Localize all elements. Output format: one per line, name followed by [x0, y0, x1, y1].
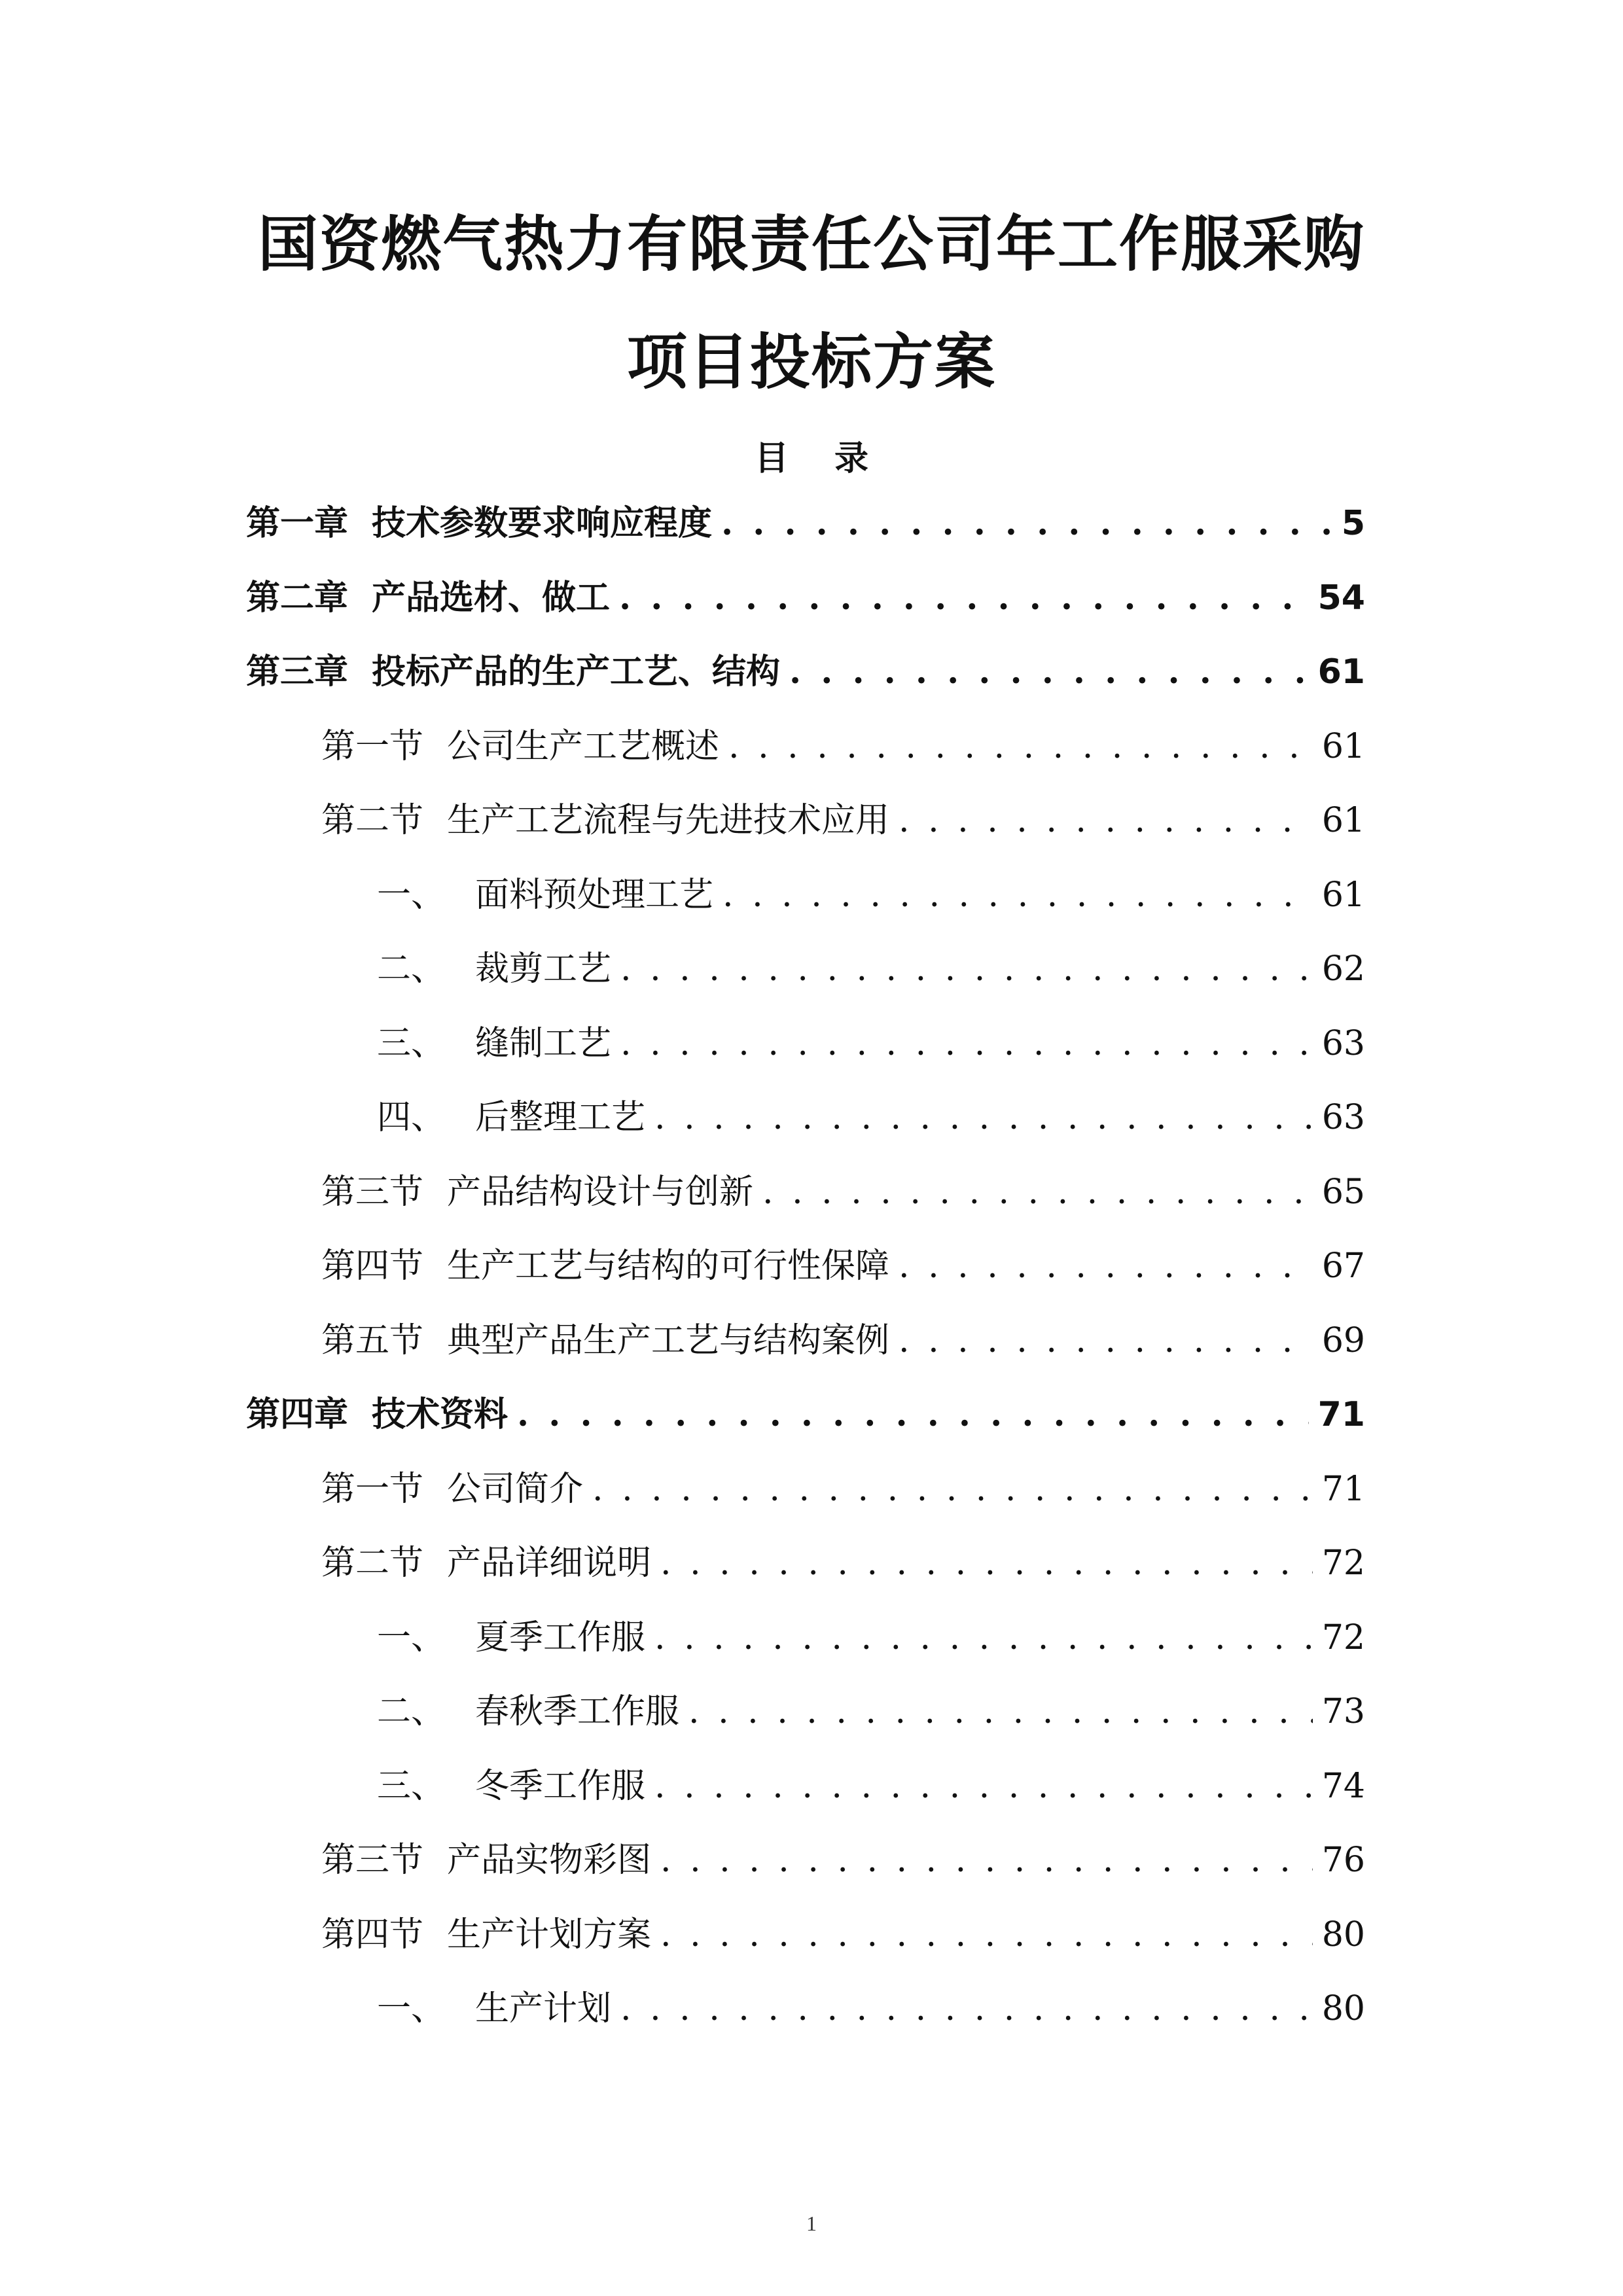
- toc-entry-title: 技术资料: [372, 1395, 508, 1434]
- toc-entry-number: 三、: [377, 1766, 446, 1806]
- toc-entry-number: 第二节: [321, 1544, 424, 1583]
- toc-entry-page: 61: [1321, 875, 1365, 915]
- toc-dot-leader: [660, 1537, 1313, 1589]
- toc-entry[interactable]: [246, 1612, 1365, 1686]
- toc-entry-page: 61: [1317, 652, 1365, 692]
- toc-entry[interactable]: [246, 1315, 1365, 1389]
- toc-entry-title: 生产工艺与结构的可行性保障: [447, 1246, 890, 1286]
- toc-entry-number: 第一节: [321, 1469, 424, 1509]
- toc-entry[interactable]: [246, 1686, 1365, 1760]
- toc-dot-leader: [654, 1091, 1313, 1144]
- toc-entry-page: 63: [1321, 1098, 1365, 1137]
- toc-entry[interactable]: [246, 720, 1365, 795]
- toc-entry-title: 典型产品生产工艺与结构案例: [447, 1320, 890, 1360]
- toc-entry[interactable]: [246, 1091, 1365, 1166]
- toc-entry-number: 第二章: [246, 578, 349, 618]
- document-title-line-2: 项目投标方案: [626, 327, 996, 397]
- toc-dot-leader: [592, 1463, 1313, 1515]
- table-of-contents: [246, 497, 1365, 2057]
- toc-entry-number: 第四章: [246, 1395, 349, 1434]
- toc-entry-title: 投标产品的生产工艺、结构: [372, 652, 781, 692]
- toc-entry[interactable]: [246, 869, 1365, 944]
- toc-entry-page: 73: [1321, 1692, 1365, 1731]
- toc-entry-number: 一、: [377, 875, 446, 915]
- page-number: 1: [806, 2212, 817, 2235]
- toc-entry-number: 第一章: [246, 504, 349, 543]
- toc-entry[interactable]: [246, 943, 1365, 1017]
- toc-dot-leader: [899, 1240, 1313, 1292]
- toc-entry-number: 一、: [377, 1989, 446, 2028]
- toc-dot-leader: [762, 1166, 1313, 1218]
- toc-entry[interactable]: [246, 1834, 1365, 1909]
- toc-dot-leader: [620, 1017, 1313, 1070]
- toc-entry-number: 四、: [377, 1098, 446, 1137]
- toc-entry-title: 公司生产工艺概述: [447, 726, 720, 766]
- toc-entry-number: 二、: [377, 1692, 446, 1731]
- toc-entry[interactable]: [246, 1388, 1365, 1463]
- toc-entry-page: 61: [1321, 726, 1365, 766]
- toc-entry-page: 71: [1321, 1469, 1365, 1509]
- toc-entry-page: 71: [1317, 1395, 1365, 1434]
- toc-entry[interactable]: [246, 646, 1365, 720]
- toc-entry[interactable]: [246, 1760, 1365, 1835]
- toc-entry-page: 5: [1341, 504, 1365, 543]
- toc-dot-leader: [517, 1388, 1309, 1441]
- toc-dot-leader: [620, 943, 1313, 995]
- toc-entry-page: 62: [1321, 949, 1365, 989]
- toc-entry[interactable]: [246, 1983, 1365, 2057]
- toc-entry-number: 第三章: [246, 652, 349, 692]
- toc-entry-page: 69: [1321, 1320, 1365, 1360]
- toc-entry-number: 第二节: [321, 801, 424, 840]
- toc-entry-page: 63: [1321, 1023, 1365, 1063]
- toc-entry-page: 72: [1321, 1617, 1365, 1657]
- toc-entry-title: 后整理工艺: [475, 1098, 646, 1137]
- toc-entry-page: 67: [1321, 1246, 1365, 1286]
- toc-entry-number: 一、: [377, 1617, 446, 1657]
- toc-entry-title: 春秋季工作服: [475, 1692, 680, 1731]
- toc-entry-number: 第四节: [321, 1246, 424, 1286]
- toc-entry-title: 产品选材、做工: [372, 578, 611, 618]
- toc-entry-title: 面料预处理工艺: [475, 875, 714, 915]
- toc-entry-page: 80: [1321, 1915, 1365, 1954]
- toc-dot-leader: [728, 720, 1313, 773]
- toc-entry[interactable]: [246, 794, 1365, 869]
- toc-entry-number: 第三节: [321, 1841, 424, 1880]
- toc-entry-title: 裁剪工艺: [475, 949, 612, 989]
- toc-entry-page: 76: [1321, 1841, 1365, 1880]
- toc-dot-leader: [722, 869, 1313, 921]
- toc-entry-page: 54: [1317, 578, 1365, 618]
- toc-entry-number: 第四节: [321, 1915, 424, 1954]
- toc-entry-title: 生产计划方案: [447, 1915, 652, 1954]
- toc-entry[interactable]: [246, 497, 1365, 572]
- toc-dot-leader: [654, 1760, 1313, 1812]
- toc-entry[interactable]: [246, 1240, 1365, 1315]
- toc-entry[interactable]: [246, 1537, 1365, 1612]
- toc-entry-page: 80: [1321, 1989, 1365, 2028]
- toc-entry-title: 夏季工作服: [475, 1617, 646, 1657]
- toc-entry-title: 缝制工艺: [475, 1023, 612, 1063]
- toc-entry-title: 技术参数要求响应程度: [372, 504, 713, 543]
- toc-entry-number: 第三节: [321, 1172, 424, 1212]
- toc-dot-leader: [688, 1686, 1313, 1738]
- toc-dot-leader: [789, 646, 1309, 698]
- toc-entry-title: 产品实物彩图: [447, 1841, 652, 1880]
- toc-entry-title: 生产工艺流程与先进技术应用: [447, 801, 890, 840]
- toc-entry-title: 产品结构设计与创新: [447, 1172, 754, 1212]
- toc-dot-leader: [721, 497, 1330, 550]
- toc-entry[interactable]: [246, 572, 1365, 646]
- document-title-line-1: 国资燃气热力有限责任公司年工作服采购: [257, 209, 1365, 279]
- toc-entry-title: 产品详细说明: [447, 1544, 652, 1583]
- toc-dot-leader: [660, 1909, 1313, 1961]
- toc-dot-leader: [620, 1983, 1313, 2035]
- toc-entry-page: 74: [1321, 1766, 1365, 1806]
- toc-entry[interactable]: [246, 1017, 1365, 1092]
- toc-entry[interactable]: [246, 1166, 1365, 1241]
- toc-entry-number: 第五节: [321, 1320, 424, 1360]
- toc-entry-page: 65: [1321, 1172, 1365, 1212]
- toc-entry-page: 72: [1321, 1544, 1365, 1583]
- toc-entry[interactable]: [246, 1909, 1365, 1983]
- toc-dot-leader: [654, 1612, 1313, 1664]
- toc-entry-title: 生产计划: [475, 1989, 612, 2028]
- toc-entry-number: 三、: [377, 1023, 446, 1063]
- toc-dot-leader: [899, 1315, 1313, 1367]
- toc-dot-leader: [899, 794, 1313, 847]
- toc-entry-number: 二、: [377, 949, 446, 989]
- toc-dot-leader: [660, 1834, 1313, 1886]
- toc-dot-leader: [619, 572, 1309, 624]
- toc-heading: 目 录: [754, 439, 886, 478]
- toc-entry-title: 公司简介: [447, 1469, 584, 1509]
- toc-entry-number: 第一节: [321, 726, 424, 766]
- toc-entry[interactable]: [246, 1463, 1365, 1538]
- toc-entry-title: 冬季工作服: [475, 1766, 646, 1806]
- toc-entry-page: 61: [1321, 801, 1365, 840]
